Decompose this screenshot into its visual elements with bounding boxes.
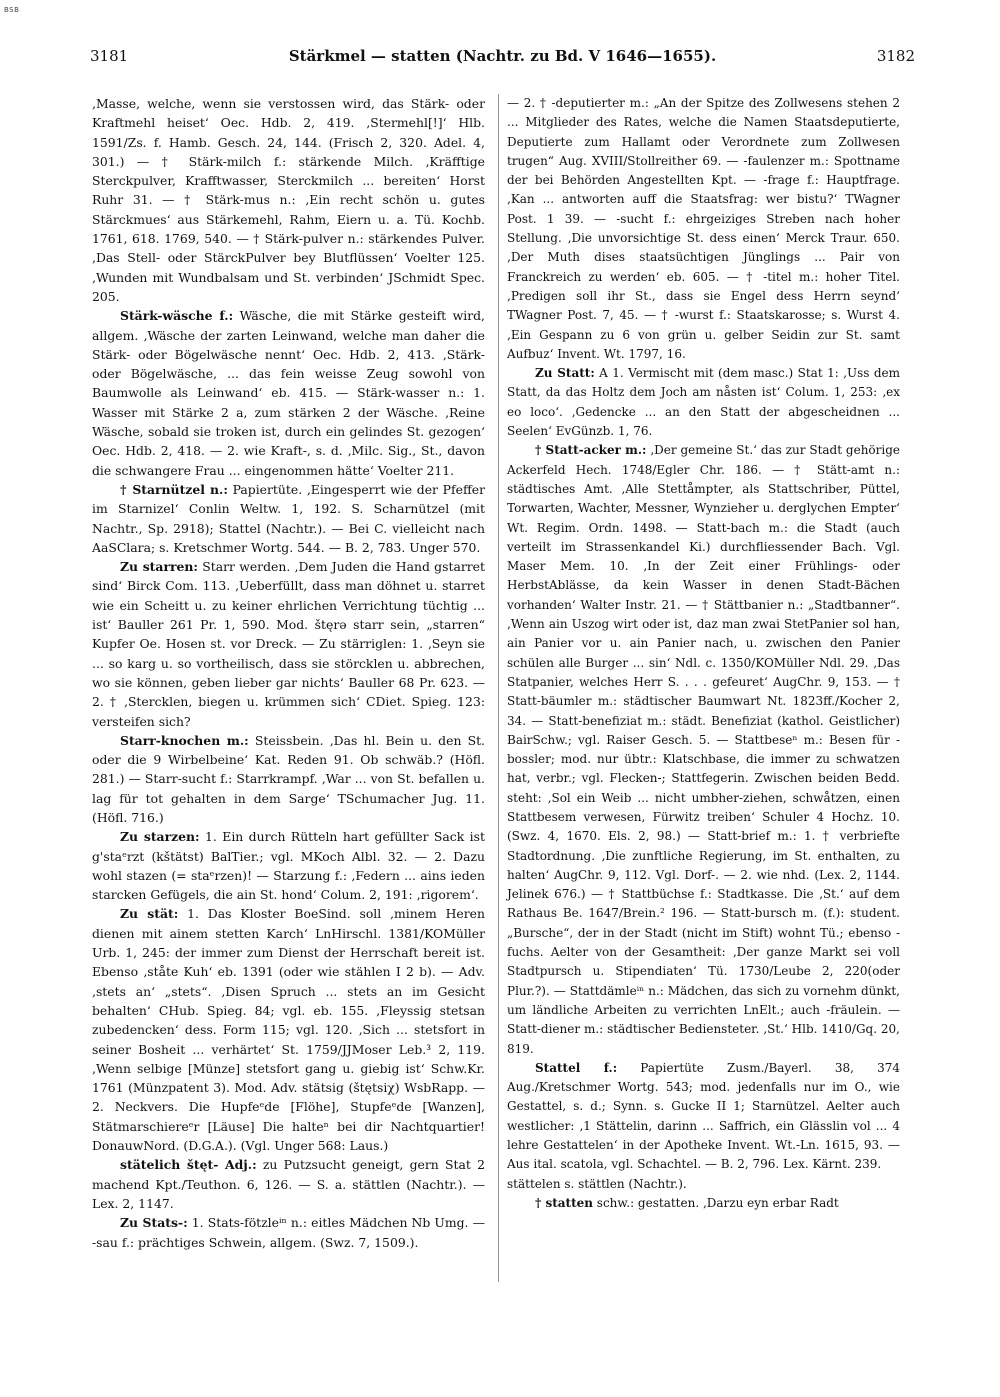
entry-text: 1. Das Kloster BoeSind. soll ‚minem Heren dienen mit ainem stetten Karch‘ LnHirschl. 1381/KOMüller Urb. 1, 245: der immer zum Dienst der Herrschaft bereit ist. Ebenso ‚ståte Kuh‘ eb. 1391 (oder wie stählen I 2 b). — Adv. ‚stets an‘ „stets“. ‚Disen Spruch ... stets an im Gesicht behalten‘ CHub. Spieg. 84; vgl. eb. 155. ‚Fleyssig stetsan zubedencken‘ dess. Form 115; vgl. 120. ‚Sich ... stetsfort in seiner Bosheit ... verhärtet‘ St. 1759/JJMoser Leb.³ 2, 119. ‚Wenn selbige [Münze] stetsfort gang u. giebig ist‘ Schw.Kr. 1761 (Münzpatent 3). Mod. Adv. stätsig (štętsiχ) WsbRapp. — 2. Neckvers. Die Hupfeᵉde [Flöhe], Stupfeᵉde [Wanzen], Stätmarschiereᵉr [Läuse] Die halteⁿ bei dir Nachtquartier! DonauwNord. (D.G.A.). (Vgl. Unger 568: Laus.) (92, 906, 485, 1154)
entry-headword: Zu starren: (120, 559, 198, 575)
library-stamp: BSB (4, 6, 20, 14)
dictionary-entry (92, 1213, 485, 1252)
entry-text: schw.: gestatten. ‚Darzu eyn erbar Radt (592, 1195, 839, 1210)
dictionary-entry (92, 557, 485, 731)
dictionary-entry (507, 94, 900, 364)
entry-text: A 1. Vermischt mit (dem masc.) Stat 1: ‚Uss dem Statt, da das Holtz dem Joch am nåsten ist‘ Colum. 1, 253: ‚ex eo loco‘. ‚Gedencke ... an den Statt der abgescheidnen ... Seelen‘ EvGünzb. 1, 76. (507, 366, 900, 439)
entry-text: 1. Stats-fötzleⁱⁿ n.: eitles Mädchen Nb Umg. — -sau f.: prächtiges Schwein, allgem. (Swz. 7, 1509.). (92, 1215, 486, 1250)
dictionary-entry (507, 1059, 900, 1175)
entry-text: — 2. † -deputierter m.: „An der Spitze des Zollwesens stehen 2 ... Mitglieder des Rates, welche die Namen Staatsdeputierte, Deputierte zum Hallamt oder Verordnete zum Zollwesen trugen“ Aug. XVIII/Stollreither 69. — -faulenzer m.: Spottname der bei Behörden Angestellten Kpt. — -frage f.: Hauptfrage. ‚Kan ... antworten auff die Staatsfrag: wer bistu?‘ TWagner Post. 1 39. — -sucht f.: ehrgeiziges Streben nach hoher Stellung. ‚Die unvorsichtige St. dess einen‘ Merck Traur. 650. ‚Der Muth dises staatsüchtigen Jünglings ... Pair von Franckreich zu werden‘ eb. 605. — † -titel m.: hoher Titel. ‚Predigen soll ihr St., dass sie Engel dess Herrn seynd‘ TWagner Post. 7, 45. — † -wurst f.: Staatskarosse; s. Wurst 4. ‚Ein Gespann zu 6 von grün u. gelber Seidin zur St. samt Aufbuz‘ Invent. Wt. 1797, 16. (507, 96, 900, 361)
entry-text: Papiertüte Zusm./Bayerl. 38, 374 Aug./Kretschmer Wortg. 543; mod. jedenfalls nur im O., wie Gestattel, s. d.; Synn. s. Gucke II 1; Starnützel. Aelter auch westlicher: ‚1 Stättelin, darinn ... Saffrich, ein Glässlin vol ... 4 lehre Gestattelen‘ in der Apotheke Invent. Wt.-Ln. 1615, 93. — Aus ital. scatola, vgl. Schachtel. — B. 2, 796. Lex. Kärnt. 239. (507, 1060, 900, 1172)
entry-text: ‚Der gemeine St.‘ das zur Stadt gehörige Ackerfeld Hech. 1748/Egler Chr. 186. — † Stätt-amt n.: städtisches Amt. ‚Alle Stettåmpter, als Stattschriber, Püttel, Torwarten, Wachter, Messner, Wynzieher u. derglychen Empter‘ Wt. Regim. Ordn. 1498. — Statt-bach m.: die Stadt (auch verteilt im Strassenkandel Ki.) durchfliessender Bach. Vgl. Maser Mem. 10. ‚In der Zeit einer Frühlings- oder HerbstAblässe, da kein Wasser in denen Stadt-Bächen vorhanden‘ Walter Instr. 21. — † Stättbanier n.: „Stadtbanner“. ‚Wenn ain Uszog wirt oder ist, daz man zwai StetPanier sol han, ain Panier vor u. ain Panier nach, u. zwischen den Panier schülen alle Burger ... sin‘ Ndl. c. 1350/KOMüller Ndl. 29. ‚Das Statpanier, welches Herr S. . . . gefeuret‘ AugChr. 9, 153. — † Statt-bäumler m.: städtischer Baumwart Nt. 1823ff./Kocher 2, 34. — Statt-benefiziat m.: städt. Benefiziat (kathol. Geistlicher) BairSchw.; vgl. Raiser Gesch. 5. — Stattbeseⁿ m.: Besen für -bossler; mod. nur übtr.: Klatschbase, die immer zu schwatzen hat, verbr.; vgl. Flecken-; Stattfegerin. Zwischen beiden Bedd. steht: ‚Sol ein Weib ... nicht umbher-ziehen, schwåtzen, einen Stattbesem verwesen, Fürwitz treiben‘ Schuler 4 Hochz. 10. (Swz. 4, 1670. Els. 2, 98.) — Statt-brief m.: 1. † verbriefte Stadtordnung. ‚Die zunftliche Regierung, im St. enthalten, zu halten‘ AugChr. 9, 112. Vgl. Dorf-. — 2. wie nhd. (Lex. 2, 1144. Jelinek 676.) — † Stattbüchse f.: Stadtkasse. Die ‚St.‘ auf dem Rathaus Be. 1647/Brein.² 196. — Statt-bursch m. (f.): student. „Bursche“, der in der Stadt (nicht im Stift) wohnt Tü.; ebenso -fuchs. Aelter von der Gesamtheit: ‚Der ganze Markt sei voll Stadtpursch u. Stipendiaten‘ Tü. 1730/Leube 2, 220(oder Plur.?). — Stattdämleⁱⁿ n.: Mädchen, das sich zu vornehm dünkt, um ländliche Arbeiten zu verrichten LnElt.; auch -fräulein. — Statt-diener m.: städtischer Bediensteter. ‚St.‘ Hlb. 1410/Gq. 20, 819. (507, 443, 901, 1056)
dictionary-entry (92, 1155, 485, 1213)
entry-text: 1. Ein durch Rütteln hart gefüllter Sack ist g'staᵉrzt (kštätst) BalTier.; vgl. MKoch Albl. 32. — 2. Dazu wohl stazen (= staᵉrzen)! — Starzung f.: ‚Federn ... ains ieden starcken Gefügels, die ain St. hond‘ Colum. 2, 191: ‚rigorem‘. (92, 829, 485, 903)
dictionary-entry (507, 364, 900, 441)
page-header (90, 47, 915, 71)
dictionary-entry (92, 480, 485, 557)
entry-text: Starr werden. ‚Dem Juden die Hand gstarret sind‘ Birck Com. 113. ‚Ueberfüllt, dass man döhnet u. starret wie ein Scheitt u. zu keiner ehrlichen Verrichtung tüchtig ... ist‘ Bauller 261 Pr. 1, 590. Mod. štęrə starr sein, „starren“ Kupfer Oe. Hosen st. vor Dreck. — Zu stärriglen: 1. ‚Seyn sie ... so karg u. so vortheilisch, dass sie störcklen u. abbrechen, wo sie können, geben lieber gar nichts‘ Bauller 68 Pr. 623. — 2. † ‚Stercklen, biegen u. krümmen sich‘ CDiet. Spieg. 123: versteifen sich? (92, 559, 485, 729)
entry-headword: Stattel f.: (535, 1060, 618, 1075)
left-page-number: 3181 (90, 47, 129, 65)
entry-text: zu Putzsucht geneigt, gern Stat 2 machend Kpt./Teuthon. 6, 126. — S. a. stättlen (Nachtr.). — Lex. 2, 1147. (92, 1157, 485, 1211)
entry-headword: Starr-knochen m.: (120, 732, 249, 748)
dictionary-entry (92, 731, 485, 827)
entry-headword: Zu stät: (120, 906, 179, 922)
entry-headword: Zu Statt: (535, 366, 595, 381)
dictionary-entry (507, 1194, 900, 1213)
entry-headword: † Starnützel n.: (120, 481, 228, 497)
left-column (92, 94, 485, 1252)
entry-headword: † Statt-acker m.: (535, 443, 647, 458)
entry-text: Steissbein. ‚Das hl. Bein u. den St. oder die 9 Wirbelbeine‘ Kat. Reden 91. Ob schwäb.? (Höfl. 281.) — Starr-sucht f.: Starrkrampf. ‚War ... von St. befallen u. lag für tot gehalten in dem Sarge‘ TSchumacher Jug. 11. (Höfl. 716.) (92, 732, 485, 825)
dictionary-entry (507, 1175, 900, 1194)
right-column (507, 94, 900, 1213)
entry-headword: Stärk-wäsche f.: (120, 308, 234, 324)
dictionary-entry (507, 441, 900, 1059)
entry-text: Papiertüte. ‚Eingesperrt wie der Pfeffer im Starnizel‘ Conlin Weltw. 1, 192. S. Scharnützel (mit Nachtr., Sp. 2918); Stattel (Nachtr.). — Bei C. vielleicht nach AaSClara; s. Kretschmer Wortg. 544. — B. 2, 783. Unger 570. (92, 481, 485, 555)
column-divider (498, 94, 499, 1282)
right-page-number: 3182 (876, 47, 915, 65)
entry-headword: Zu starzen: (120, 829, 200, 845)
entry-headword: † statten (535, 1195, 593, 1210)
entry-headword: stätelich štęt- Adj.: (120, 1157, 257, 1173)
entry-text: Wäsche, die mit Stärke gesteift wird, allgem. ‚Wäsche der zarten Leinwand, welche man daher die Stärk- oder Bögelwäsche nennt‘ Oec. Hdb. 2, 413. ‚Stärk- oder Bögelwäsche, ... das fein weisse Zeug sowohl von Baumwolle als Leinwand‘ eb. 415. — Stärk-wasser n.: 1. Wasser mit Stärke 2 a, zum stärken 2 der Wäsche. ‚Reine Wäsche, sobald sie troken ist, durch ein gelindes St. gezogen‘ Oec. Hdb. 2, 418. — 2. wie Kraft-, s. d. ‚Milc. Sig., St., davon die schwangere Frau ... eingenommen hätte‘ Voelter 211. (92, 308, 485, 478)
entry-text: ‚Masse, welche, wenn sie verstossen wird, das Stärk- oder Kraftmehl heiset‘ Oec. Hdb. 2, 419. ‚Stermehl[!]‘ Hlb. 1591/Zs. f. Hamb. Gesch. 24, 144. (Frisch 2, 320. Adel. 4, 301.) — † Stärk-milch f.: stärkende Milch. ‚Kräfftige Sterckpulver, Krafftwasser, Sterckmilch ... bereiten‘ Horst Ruhr 31. — † Stärk-mus n.: ‚Ein recht schön u. gutes Stärckmues‘ aus Stärkemehl, Rahm, Eiern u. a. Tü. Kochb. 1761, 618. 1769, 540. — † Stärk-pulver n.: stärkendes Pulver. ‚Das Stell- oder StärckPulver bey Blutflüssen‘ Voelter 125. ‚Wunden mit Wundbalsam und St. verbinden‘ JSchmidt Spec. 205. (92, 96, 485, 304)
running-title: Stärkmel — statten (Nachtr. zu Bd. V 1646—1655). (288, 47, 717, 65)
dictionary-entry (92, 94, 485, 306)
entry-text: stättelen s. stättlen (Nachtr.). (507, 1176, 687, 1191)
dictionary-entry (92, 904, 485, 1155)
dictionary-entry (92, 827, 485, 904)
dictionary-entry (92, 306, 485, 480)
entry-headword: Zu Stats-: (120, 1215, 188, 1231)
